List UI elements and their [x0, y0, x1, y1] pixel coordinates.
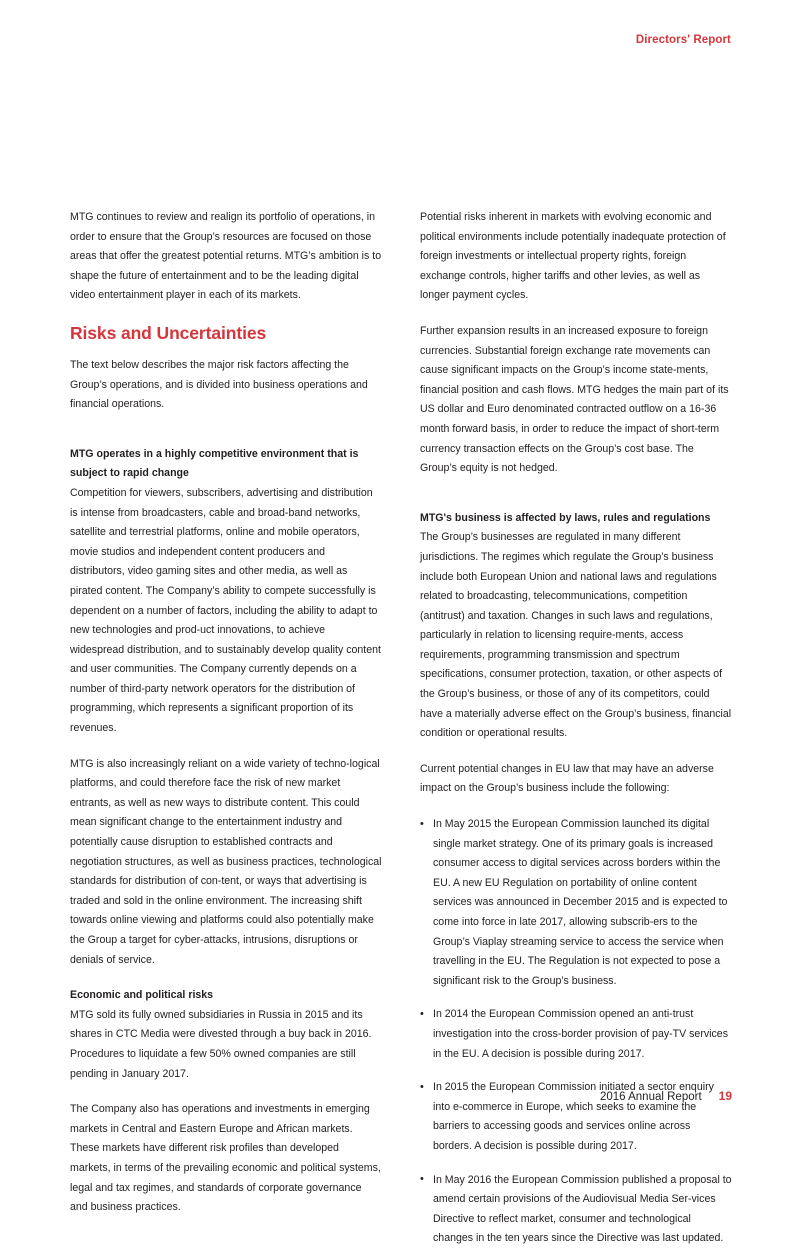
currency-exposure-paragraph: Further expansion results in an increased exposure to foreign currencies. Substantial foreign exchange rate movements can cause significant impacts on the Group’s income state-ments, financial position and cash flows. MTG hedges the main part of its US dollar and Euro denominated contracted outflow on a 16-36 month forward basis, in order to reduce the impact of short-term currency transaction effects on the Group’s cost base. The Group’s equity is not hedged.	[420, 324, 729, 475]
list-item: • In May 2016 the European Commission published a proposal to amend certain provisions of the Audiovisual Media Ser-vices Directive to reflect market, consumer and technological changes in the ten years since the Directive was last updated.	[420, 1171, 732, 1249]
spacer	[70, 431, 382, 445]
footer-report-label: 2016 Annual Report	[599, 1091, 702, 1103]
economic-risks-paragraph: MTG sold its fully owned subsidiaries in Russia in 2015 and its shares in CTC Media were divested through a buy back in 2016. Procedures to liquidate a few 50% owned companies are still pending in January 2017.	[70, 1008, 372, 1080]
subheading-competitive-environment: MTG operates in a highly competitive environment that is subject to rapid change	[70, 447, 359, 480]
eu-law-intro-paragraph: Current potential changes in EU law that may have an adverse impact on the Group’s business include the following:	[420, 762, 714, 795]
competitive-environment-paragraph: Competition for viewers, subscribers, advertising and distribution is intense from broadcasters, cable and broad-band networks, satellite and terrestrial platforms, online and mobile operators, movie studios and independent content producers and distributors, video gaming sites and other media, as well as pirated content. The Company’s ability to compete successfully is dependent on a number of factors, including the ability to adapt to new technologies and prod-uct innovations, to achieve widespread distribution, and to sustainably develop quality content and user communities. The Company currently depends on a number of third-party network operators for the distribution of programming, which represents a significant proportion of its revenues.	[70, 486, 381, 735]
footer-page-number: 19	[718, 1089, 732, 1103]
subheading-economic-political-risks: Economic and political risks	[70, 989, 214, 1002]
running-head: Directors' Report	[635, 34, 731, 46]
laws-regulations-paragraph: The Group’s businesses are regulated in many different jurisdictions. The regimes which regulate the Group’s business include both European Union and national laws and regulations related to broadcasting, telecommunications, competition (antitrust) and taxation. Changes in such laws and regulations, particularly in relation to licensing require-ments, access requirements, programming transmission and spectrum specifications, consumer protection, taxation, or other aspects of the Group’s business, or those of any of its competitors, could have a materially adverse effect on the Group’s business, financial condition or operational results.	[420, 531, 732, 740]
list-item: • In 2014 the European Commission opened an anti-trust investigation into the cross-border provision of pay-TV services in the EU. A decision is possible during 2017.	[420, 1005, 732, 1064]
list-item: • In May 2015 the European Commission launched its digital single market strategy. One of its primary goals is increased consumer access to digital services across borders within the EU. A new EU Regulation on portability of online content services was announced in December 2015 and is expected to come into force in late 2017, allowing subscrib-ers to the Group’s Viaplay streaming service to access the service when travelling in the EU. The Regulation is not expected to pose a significant risk to the Group’s business.	[420, 815, 732, 991]
page-footer	[600, 1089, 732, 1103]
subheading-laws-rules-regulations: MTG's business is affected by laws, rules and regulations	[420, 511, 711, 524]
left-column	[70, 208, 382, 1249]
page-title: Risks and Uncertainties	[70, 322, 267, 343]
eu-law-bullet-list	[420, 815, 732, 1249]
spacer	[420, 495, 732, 509]
emerging-markets-paragraph: The Company also has operations and investments in emerging markets in Central and Eastern Europe and African markets. These markets have different risk profiles than developed markets, in terms of the prevailing economic and political systems, legal and tax regimes, and standards of corporate governance and business practices.	[70, 1103, 381, 1214]
list-item: • In 2015 the European Commission initiated a sector enquiry into e-commerce in Europe, which seeks to examine the barriers to accessing goods and services online across borders. A decision is possible during 2017.	[420, 1078, 732, 1156]
intro-paragraph: MTG continues to review and realign its portfolio of operations, in order to ensure that the Group’s resources are focused on those areas that offer the greatest potential returns. MTG’s ambition is to shape the future of entertainment and to be the leading digital video entertainment player in each of its markets.	[70, 211, 382, 302]
potential-risks-paragraph: Potential risks inherent in markets with evolving economic and political environments include potentially inadequate protection of foreign investments or intellectual property rights, foreign exchange controls, higher tariffs and other levies, as well as longer payment cycles.	[420, 211, 726, 302]
section-intro-paragraph: The text below describes the major risk factors affecting the Group’s operations, and is divided into business operations and financial operations.	[70, 358, 368, 411]
technology-platforms-paragraph: MTG is also increasingly reliant on a wide variety of techno-logical platforms, and could therefore face the risk of new market entrants, as well as new ways to distribute content. This could mean significant change to the entertainment industry and potentially cause disruption to established contracts and negotiation structures, as well as business practices, technological standards for distribution of con-tent, or ways that advertising is traded and sold in the online environment. The increasing shift towards online viewing and platforms could also potentially make the Group a target for cyber-attacks, intrusions, disruptions or denials of service.	[70, 757, 382, 966]
